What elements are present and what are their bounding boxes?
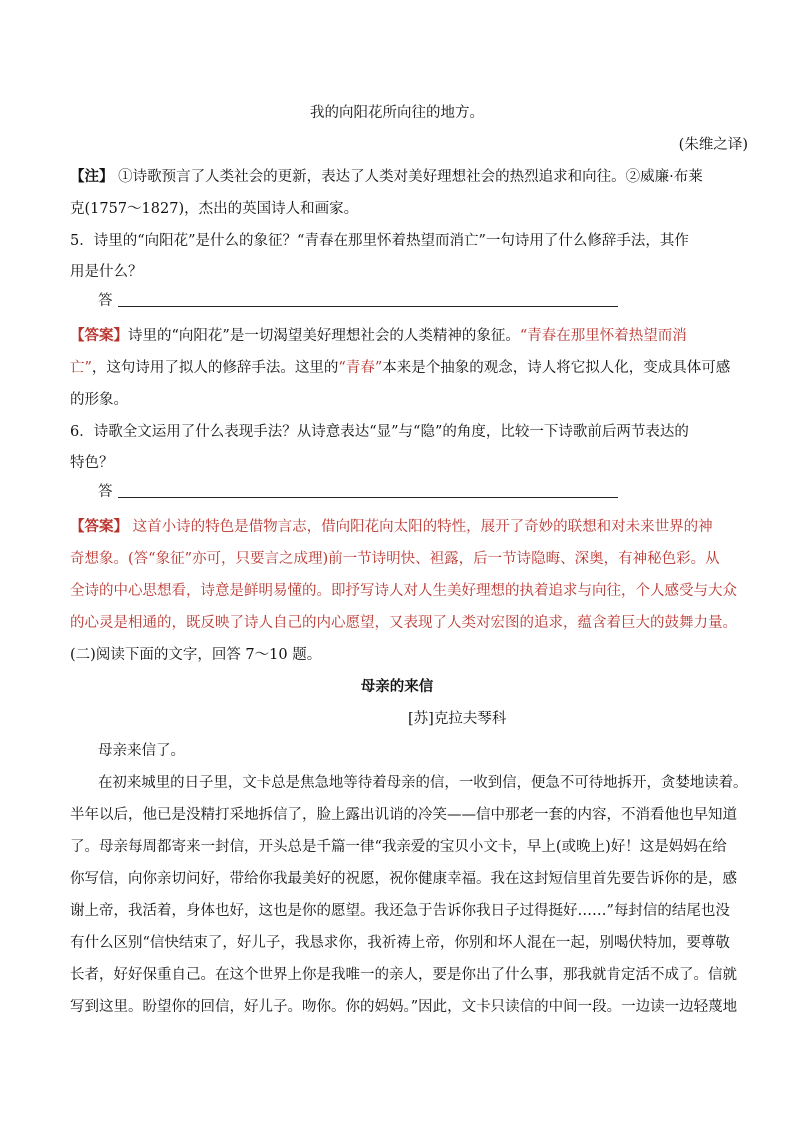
answer-5-line-1 bbox=[70, 326, 687, 346]
question-6-line-1: 6．诗歌全文运用了什么表现手法？从诗意表达“显”与“隐”的角度，比较一下诗歌前后两节表达的 bbox=[70, 424, 689, 440]
answer-6-line-3: 全诗的中心思想看，诗意是鲜明易懂的。即抒写诗人对人生美好理想的执着追求与向往，个人感受与大众 bbox=[70, 583, 737, 599]
answer-6-line-1 bbox=[70, 517, 713, 537]
answer-line-6 bbox=[118, 497, 618, 498]
paragraph-line: 半年以后，他已是没精打采地拆信了，脸上露出讥诮的冷笑——信中那老一套的内容，不消看他也早知道 bbox=[70, 807, 737, 823]
poem-last-line: 我的向阳花所向往的地方。 bbox=[310, 105, 484, 121]
answer-tag: 【答案】 bbox=[70, 518, 128, 535]
note-line-2: 克(1757～1827)，杰出的英国诗人和画家。 bbox=[70, 201, 359, 217]
answer-5-text-1: 诗里的“向阳花”是一切渴望美好理想社会的人类精神的象征。 bbox=[128, 328, 520, 344]
paragraph-line: 母亲来信了。 bbox=[98, 743, 185, 759]
paragraph-line: 写到这里。盼望你的回信，好儿子。吻你。你的妈妈。”因此，文卡只读信的中间一段。一边读一边轻蔑地 bbox=[70, 999, 738, 1015]
translator-credit: (朱维之译) bbox=[678, 137, 748, 153]
answer-5-text-1-red: “青春在那里怀着热望而消 bbox=[519, 328, 687, 344]
answer-prompt-5: 答 bbox=[98, 293, 113, 309]
note-text-1: ①诗歌预言了人类社会的更新，表达了人类对美好理想社会的热烈追求和向往。②威廉·布莱 bbox=[113, 169, 703, 185]
paragraph-line: 谢上帝，我活着，身体也好，这也是你的愿望。我还急于告诉你我日子过得挺好……”每封信的结尾也没 bbox=[70, 903, 730, 919]
answer-5-text-2-red-a: 亡” bbox=[70, 360, 92, 376]
answer-5-text-2-c: 本来是个抽象的观念，诗人将它拟人化，变成具体可感 bbox=[382, 360, 731, 376]
question-6-line-2: 特色？ bbox=[70, 455, 114, 471]
paragraph-line: 有什么区别“信快结束了，好儿子，我恳求你，我祈祷上帝，你别和坏人混在一起，别喝伏特加，要尊敬 bbox=[70, 935, 730, 951]
answer-5-line-2 bbox=[70, 358, 730, 378]
note-line-1 bbox=[70, 167, 703, 187]
question-5-line-2: 用是什么？ bbox=[70, 264, 143, 280]
article-title: 母亲的来信 bbox=[360, 678, 434, 695]
answer-6-line-4: 的心灵是相通的，既反映了诗人自己的内心愿望，又表现了人类对宏图的追求，蕴含着巨大的鼓舞力量。 bbox=[70, 615, 737, 631]
answer-5-text-2: ，这句诗用了拟人的修辞手法。这里的 bbox=[91, 360, 339, 376]
paragraph-line: 了。母亲每周都寄来一封信，开头总是千篇一律“我亲爱的宝贝小文卡，早上(或晚上)好！这是妈妈在给 bbox=[70, 839, 727, 855]
paragraph-line: 在初来城里的日子里，文卡总是焦急地等待着母亲的信，一收到信，便急不可待地拆开，贪婪地读着。 bbox=[98, 775, 748, 791]
note-tag: 【注】 bbox=[70, 168, 114, 185]
answer-line-5 bbox=[118, 306, 618, 307]
answer-prompt-6: 答 bbox=[98, 484, 113, 500]
answer-tag: 【答案】 bbox=[70, 327, 128, 344]
answer-5-text-2-red-b: “青春” bbox=[338, 360, 383, 376]
question-5-line-1: 5．诗里的“向阳花”是什么的象征？“青春在那里怀着热望而消亡”一句诗用了什么修辞手法，其作 bbox=[70, 233, 689, 249]
answer-6-line-2: 奇想象。(答“象征”亦可，只要言之成理)前一节诗明快、袒露，后一节诗隐晦、深奥，有神秘色彩。从 bbox=[70, 551, 720, 567]
answer-5-line-3: 的形象。 bbox=[70, 392, 128, 408]
article-author: [苏]克拉夫琴科 bbox=[408, 711, 507, 727]
paragraph-line: 你写信，向你亲切问好，带给你我最美好的祝愿，祝你健康幸福。我在这封短信里首先要告诉你的是，感 bbox=[70, 871, 737, 887]
section-instruction: (二)阅读下面的文字，回答 7～10 题。 bbox=[70, 647, 322, 663]
answer-6-text-1: 这首小诗的特色是借物言志，借向阳花向太阳的特性，展开了奇妙的联想和对未来世界的神 bbox=[128, 519, 713, 535]
paragraph-line: 长者，好好保重自己。在这个世界上你是我唯一的亲人，要是你出了什么事，那我就肯定活不成了。信就 bbox=[70, 967, 737, 983]
